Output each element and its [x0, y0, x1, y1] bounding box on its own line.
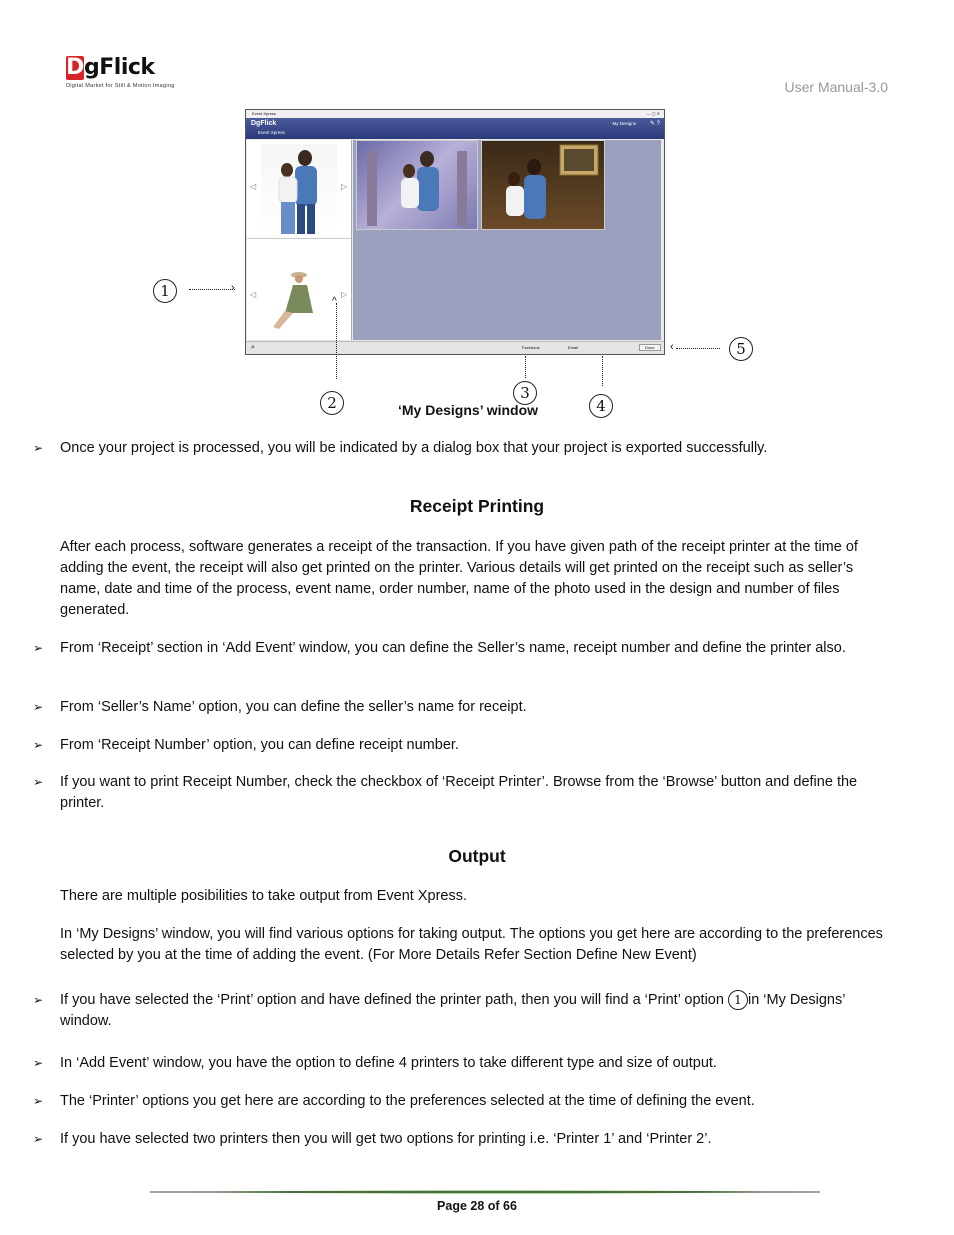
- list-item: ➢ From ‘Seller’s Name’ option, you can define the seller’s name for receipt.: [33, 697, 883, 718]
- manual-version: User Manual-3.0: [784, 79, 888, 95]
- output-bar: [246, 341, 664, 355]
- heading-receipt-printing: Receipt Printing: [409, 496, 545, 516]
- callout-1: 1: [153, 279, 177, 303]
- callout-2: 2: [320, 391, 344, 415]
- callout-3: 3: [513, 381, 537, 405]
- list-item: ➢ If you want to print Receipt Number, check the checkbox of ‘Receipt Printer’. Browse from the ‘Browse’ button and define the printer.: [33, 774, 858, 811]
- figure-caption: ‘My Designs’ window: [398, 402, 539, 418]
- list-item: ➢ From ‘Receipt Number’ option, you can define receipt number.: [33, 735, 883, 756]
- list-item: ➢ If you have selected the ‘Print’ option and have defined the printer path, then you will find a ‘Print’ option 1 in ‘My Designs’ window.: [33, 992, 845, 1029]
- callout-3-arrow: [525, 356, 526, 378]
- design-thumb-2[interactable]: [481, 140, 605, 230]
- logo-tagline: Digital Market for Still & Motion Imaging: [66, 83, 175, 89]
- bullet-arrow-icon: ➢: [33, 1056, 44, 1070]
- arrow-head-right-icon: ›: [231, 282, 235, 294]
- bullet-arrow-icon: ➢: [33, 700, 44, 714]
- bullet-arrow-icon: ➢: [33, 441, 44, 455]
- bullet-arrow-icon: ➢: [33, 641, 44, 655]
- template-thumb-2[interactable]: [269, 265, 329, 335]
- callout-4: 4: [589, 394, 613, 418]
- bullet-arrow-icon: ➢: [33, 1132, 44, 1146]
- window-titlebar: Event Xpress — ▢ ✕: [246, 110, 664, 118]
- tools-icon: ✎ ?: [649, 121, 660, 127]
- bullet-arrow-icon: ➢: [33, 993, 44, 1007]
- footer-divider: [150, 1190, 820, 1194]
- zoom-icon[interactable]: ⌕: [251, 344, 255, 351]
- list-item: ➢ Once your project is processed, you will be indicated by a dialog box that your project is exported successfully.: [33, 438, 883, 459]
- page-number: Page 28 of 66: [437, 1199, 517, 1213]
- arrow-head-up-icon: ^: [332, 296, 337, 307]
- bullet-arrow-icon: ➢: [33, 775, 44, 789]
- arrow-head-left-icon: ‹: [670, 341, 674, 353]
- dgflick-logo: DgFlick Digital Market for Still & Motion Imaging: [66, 55, 175, 89]
- list-item: ➢ If you have selected two printers then you will get two options for printing i.e. ‘Printer 1’ and ‘Printer 2’.: [33, 1129, 883, 1150]
- callout-1-inline: 1: [728, 990, 748, 1010]
- list-item: ➢ In ‘Add Event’ window, you have the option to define 4 printers to take different type and size of output.: [33, 1053, 883, 1074]
- design-thumb-1[interactable]: [356, 140, 478, 230]
- app-header: DgFlick Event Xpress My Designs ✎ ?: [246, 118, 664, 139]
- output-paragraph-2: In ‘My Designs’ window, you will find various options for taking output. The options you get here are according to the preferences selected by you at the time of adding the event. (For More Details Refer Section Define New Event): [60, 926, 883, 963]
- email-option[interactable]: Email: [568, 345, 579, 350]
- template-thumb-1[interactable]: [261, 144, 337, 236]
- template-list: ◁ ▷ ◁ ▷: [247, 140, 352, 340]
- callout-5-arrow: [676, 348, 720, 349]
- callout-1-arrow: [189, 289, 235, 290]
- bullet-arrow-icon: ➢: [33, 738, 44, 752]
- callout-5: 5: [729, 337, 753, 361]
- bullet-arrow-icon: ➢: [33, 1094, 44, 1108]
- receipt-paragraph: After each process, software generates a receipt of the transaction. If you have given path of the receipt printer at the time of adding the event, the receipt will also get printed on the printer. Various details will get printed on the receipt such as seller’s name, date and time of the process, event name, order number, name of the photo used in the design and number of files generated.: [60, 539, 858, 618]
- done-button[interactable]: Done: [639, 344, 661, 351]
- output-paragraph-1: There are multiple posibilities to take output from Event Xpress.: [60, 888, 467, 904]
- list-item: ➢ The ‘Printer’ options you get here are according to the preferences selected at the time of defining the event.: [33, 1091, 883, 1112]
- my-designs-screenshot: [245, 109, 665, 355]
- callout-4-arrow: [602, 356, 603, 386]
- facebook-option[interactable]: Facebook: [522, 345, 540, 350]
- heading-output: Output: [448, 846, 506, 866]
- logo-text: gFlick: [84, 55, 155, 80]
- callout-2-arrow: [336, 303, 337, 379]
- designs-area: [353, 140, 661, 340]
- list-item: ➢ From ‘Receipt’ section in ‘Add Event’ window, you can define the Seller’s name, receipt number and define the printer also.: [33, 638, 883, 659]
